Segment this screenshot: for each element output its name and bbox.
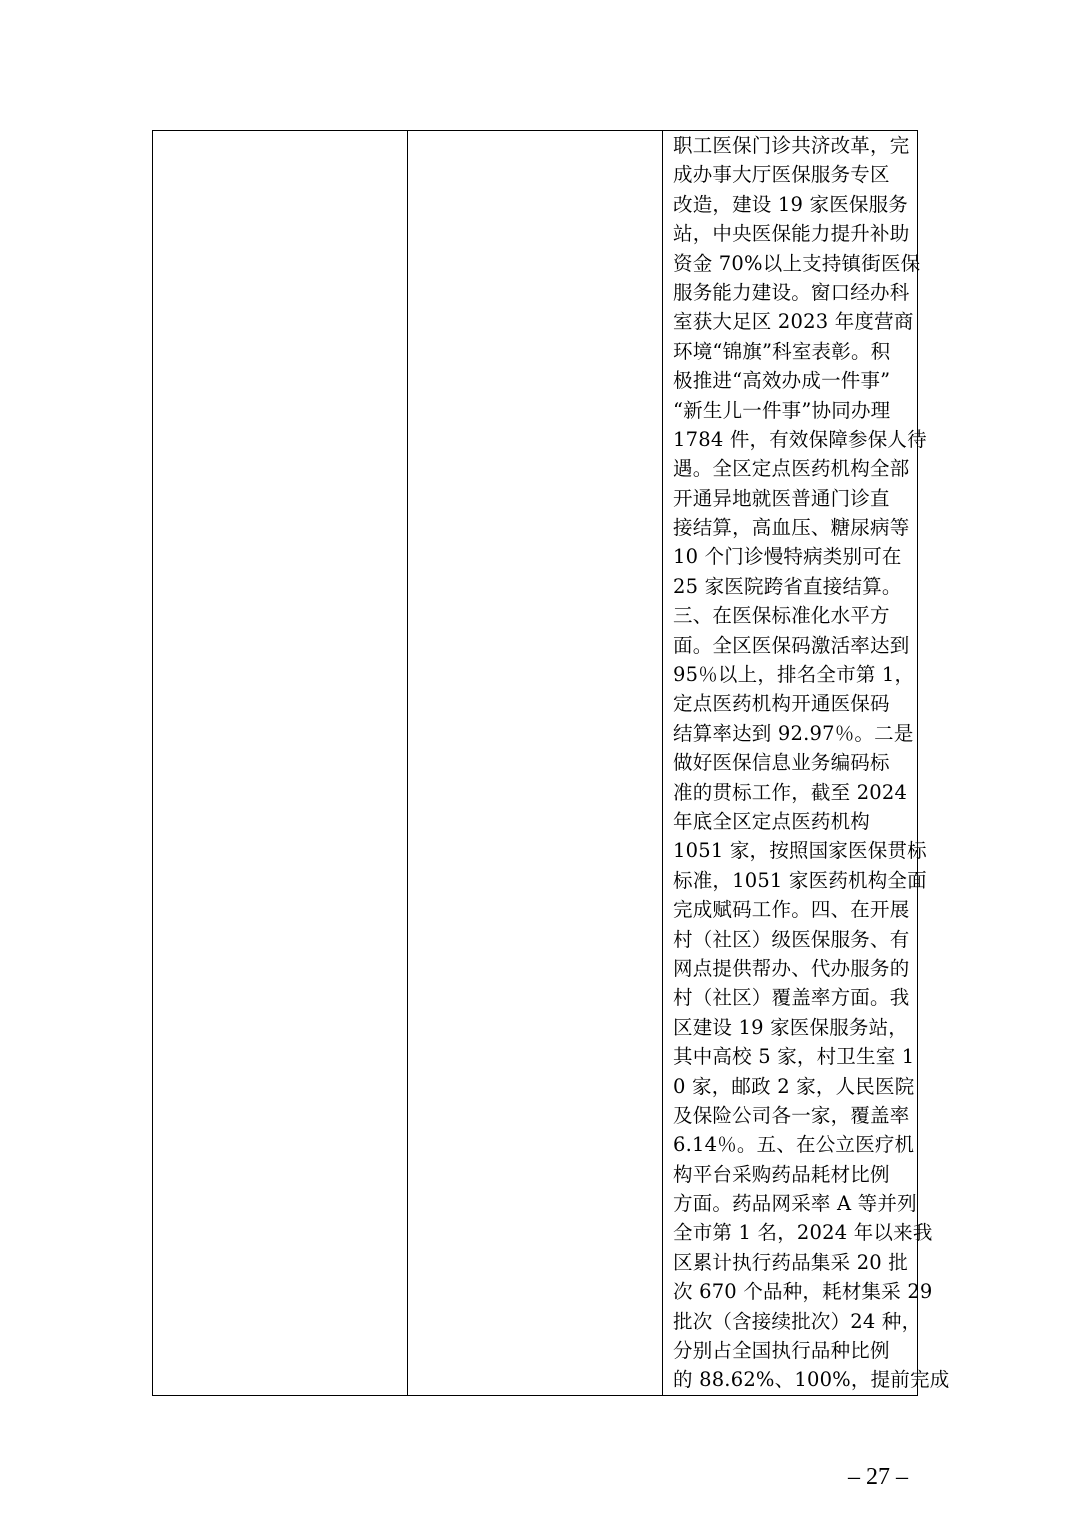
cell-text-line: 25 家医院跨省直接结算。 — [673, 574, 902, 598]
cell-text-line: 年底全区定点医药机构 — [673, 809, 871, 833]
table-cell-col1 — [153, 131, 408, 1395]
cell-text-line: 标准，1051 家医药机构全面 — [673, 868, 927, 892]
cell-text-line: 站，中央医保能力提升补助 — [673, 222, 910, 246]
cell-text-line: 资金 70%以上支持镇街医保 — [673, 251, 921, 275]
cell-text-line: 职工医保门诊共济改革，完 — [673, 134, 910, 157]
cell-text-line: 环境“锦旗”科室表彰。积 — [673, 339, 891, 363]
cell-text-line: 方面。药品网采率 A 等并列 — [673, 1192, 917, 1216]
cell-text-line: 的 88.62%、100%，提前完成 — [673, 1368, 950, 1392]
cell-text-line: “新生儿一件事”协同办理 — [673, 398, 891, 422]
cell-text-line: 区建设 19 家医保服务站， — [673, 1015, 909, 1039]
cell-text-line: 0 家，邮政 2 家，人民医院 — [673, 1074, 915, 1098]
table-cell-col2 — [408, 131, 663, 1395]
content-table — [152, 130, 950, 1396]
cell-text-line: 结算率达到 92.97％。二是 — [673, 721, 914, 745]
cell-text-line: 室获大足区 2023 年度营商 — [673, 310, 914, 334]
cell-text-line: 1784 件，有效保障参保人待 — [673, 427, 927, 451]
cell-text-line: 定点医药机构开通医保码 — [673, 692, 890, 716]
cell-text-line: 构平台采购药品耗材比例 — [673, 1162, 890, 1186]
cell-text-line: 成办事大厅医保服务专区 — [673, 163, 890, 187]
cell-text-line: 次 670 个品种，耗材集采 29 — [673, 1280, 933, 1304]
cell-text-line: 村（社区）级医保服务、有 — [673, 927, 910, 951]
cell-text-line: 极推进“高效办成一件事” — [673, 369, 891, 393]
cell-text-line: 服务能力建设。窗口经办科 — [673, 280, 910, 304]
cell-text-line: 6.14％。五、在公立医疗机 — [673, 1133, 915, 1157]
cell-text-line: 村（社区）覆盖率方面。我 — [673, 986, 910, 1010]
cell-text-line: 做好医保信息业务编码标 — [673, 751, 890, 775]
cell-text-line: 及保险公司各一家，覆盖率 — [673, 1103, 910, 1127]
cell-text-line: 批次（含接续批次）24 种， — [673, 1309, 922, 1333]
cell-text-line: 其中高校 5 家，村卫生室 1 — [673, 1045, 915, 1069]
cell-text-line: 95％以上，排名全市第 1， — [673, 663, 915, 687]
page-number: – 27 – — [848, 1464, 908, 1490]
cell-text-line: 准的贯标工作，截至 2024 — [673, 780, 908, 804]
cell-text-line: 面。全区医保码激活率达到 — [673, 633, 910, 657]
cell-text-line: 区累计执行药品集采 20 批 — [673, 1250, 909, 1274]
cell-text-line: 10 个门诊慢特病类别可在 — [673, 545, 902, 569]
cell-text-line: 开通异地就医普通门诊直 — [673, 486, 890, 510]
cell-text-line: 遇。全区定点医药机构全部 — [673, 457, 910, 481]
cell-text-line: 全市第 1 名，2024 年以来我 — [673, 1221, 933, 1245]
cell-text-line: 改造，建设 19 家医保服务 — [673, 192, 909, 216]
cell-text-line: 1051 家，按照国家医保贯标 — [673, 839, 927, 863]
cell-text-line: 接结算，高血压、糖尿病等 — [673, 516, 910, 540]
cell-text-line: 分别占全国执行品种比例 — [673, 1339, 890, 1363]
cell-text-line: 完成赋码工作。四、在开展 — [673, 898, 910, 922]
cell-text-line: 三、在医保标准化水平方 — [673, 604, 890, 628]
table-cell-col3 — [663, 131, 950, 1395]
cell-text-line: 网点提供帮办、代办服务的 — [673, 956, 910, 980]
